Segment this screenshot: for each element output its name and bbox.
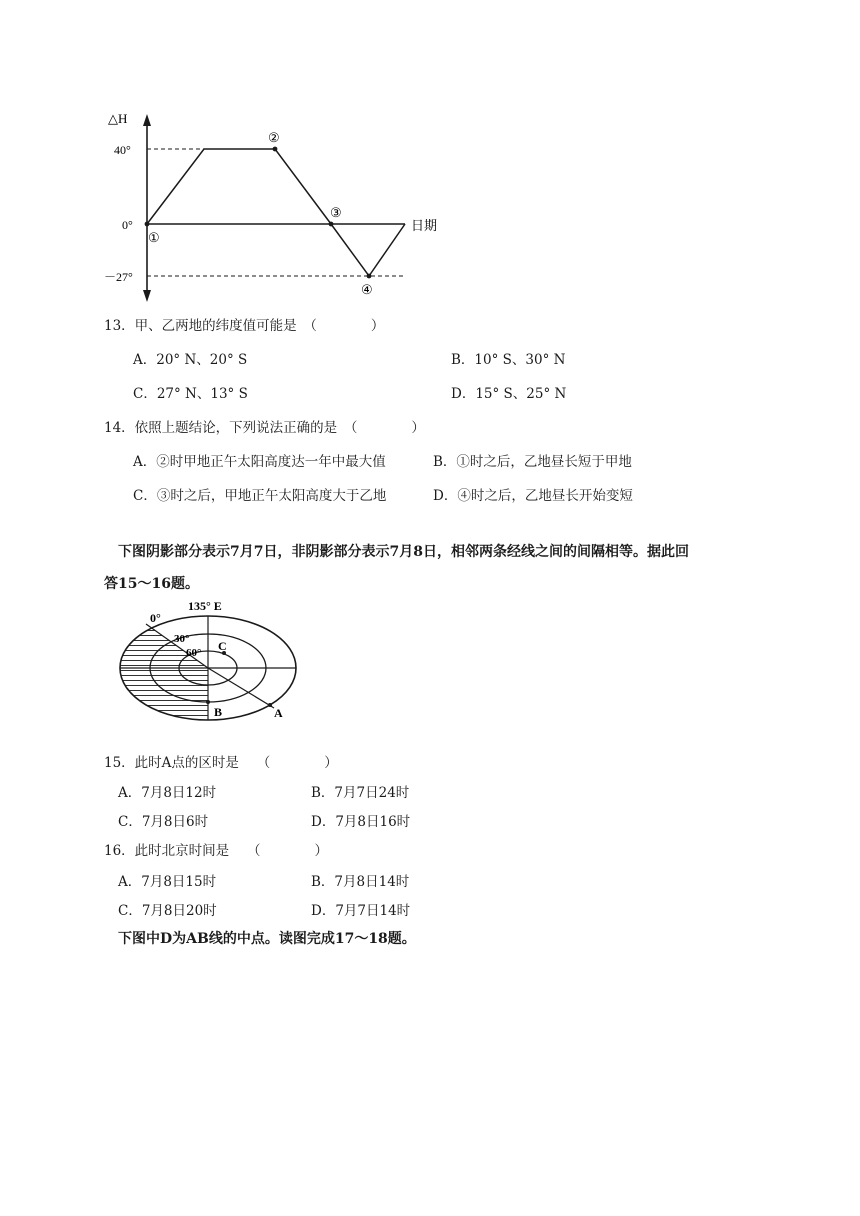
point-label-2: ②: [268, 130, 280, 145]
q13-option-a: A．20° N、20° S: [133, 352, 248, 368]
delta-h-figure: [100, 108, 460, 308]
point-label-3: ③: [330, 205, 342, 220]
q15-option-b: B．7月7日24时: [311, 785, 410, 801]
polar-view-figure: [112, 598, 322, 726]
point-b: [206, 700, 210, 704]
intro-15-16-line1: 下图阴影部分表示7月7日，非阴影部分表示7月8日，相邻两条经线之间的间隔相等。据此回: [118, 544, 689, 560]
point-2: [273, 147, 278, 152]
q14-option-a: A．②时甲地正午太阳高度达一年中最大值: [133, 454, 386, 470]
label-0-meridian: 0°: [150, 611, 161, 625]
y-tick-0: 0°: [122, 218, 133, 232]
shaded-july7-sector: [120, 628, 208, 720]
q15-option-a: A．7月8日12时: [118, 785, 217, 801]
label-b: B: [214, 705, 223, 719]
q13-option-d: D．15° S、25° N: [451, 386, 567, 402]
y-axis-arrow-bottom-icon: [143, 290, 151, 302]
point-1: [145, 222, 150, 227]
q14-stem: 14．依照上题结论，下列说法正确的是 （ ）: [104, 420, 425, 436]
q16-option-a: A．7月8日15时: [118, 874, 217, 890]
q13-option-c: C．27° N、13° S: [133, 386, 248, 402]
q14-option-c: C．③时之后，甲地正午太阳高度大于乙地: [133, 488, 387, 504]
q15-option-c: C．7月8日6时: [118, 814, 209, 830]
label-lat-60: 60°: [186, 647, 202, 659]
label-135e: 135° E: [188, 599, 222, 613]
point-3: [329, 222, 334, 227]
q16-option-b: B．7月8日14时: [311, 874, 410, 890]
point-label-4: ④: [361, 282, 373, 297]
intro-15-16-line2: 答15～16题。: [104, 576, 199, 592]
x-axis-label: 日期: [411, 218, 438, 233]
q15-option-d: D．7月8日16时: [311, 814, 411, 830]
q13-stem: 13．甲、乙两地的纬度值可能是 （ ）: [104, 318, 385, 334]
q13-option-b: B．10° S、30° N: [451, 352, 566, 368]
label-c: C: [218, 639, 227, 653]
q14-option-b: B．①时之后，乙地昼长短于甲地: [433, 454, 632, 470]
q16-option-c: C．7月8日20时: [118, 903, 217, 919]
point-4: [367, 274, 372, 279]
y-axis-arrow-top-icon: [143, 114, 151, 126]
delta-h-curve: [147, 149, 405, 276]
label-a: A: [274, 706, 283, 720]
q14-option-d: D．④时之后，乙地昼长开始变短: [433, 488, 633, 504]
q16-stem: 16．此时北京时间是 （ ）: [104, 843, 328, 859]
label-lat-30: 30°: [174, 633, 190, 645]
point-a: [268, 703, 272, 707]
point-label-1: ①: [148, 230, 160, 245]
y-tick-40: 40°: [114, 143, 131, 157]
y-axis-label: △H: [108, 111, 128, 126]
q16-option-d: D．7月7日14时: [311, 903, 411, 919]
y-tick-minus27: －27°: [104, 270, 133, 284]
q15-stem: 15．此时A点的区时是 （ ）: [104, 755, 338, 771]
intro-17-18: 下图中D为AB线的中点。读图完成17～18题。: [118, 931, 416, 947]
